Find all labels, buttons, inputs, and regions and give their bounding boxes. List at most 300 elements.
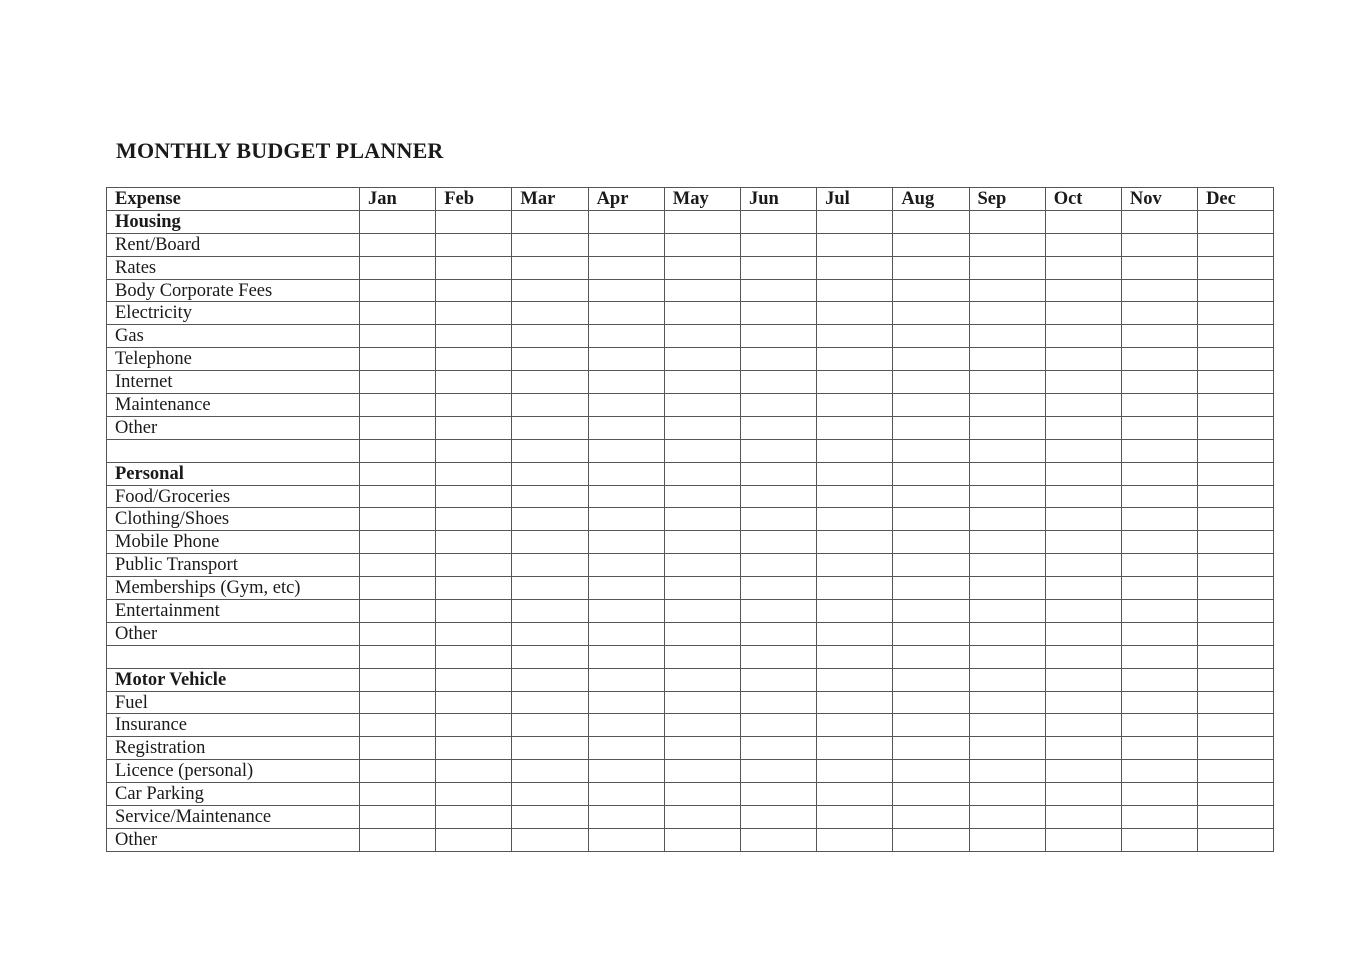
amount-cell-aug[interactable]	[893, 371, 969, 394]
amount-cell-sep[interactable]	[969, 256, 1045, 279]
amount-cell-nov[interactable]	[1121, 325, 1197, 348]
amount-cell-dec[interactable]	[1198, 531, 1274, 554]
amount-cell-jan[interactable]	[360, 577, 436, 600]
amount-cell-apr[interactable]	[588, 531, 664, 554]
amount-cell-nov[interactable]	[1121, 279, 1197, 302]
amount-cell-sep[interactable]	[969, 508, 1045, 531]
amount-cell-may[interactable]	[664, 325, 740, 348]
amount-cell-jan[interactable]	[360, 737, 436, 760]
amount-cell-jul[interactable]	[817, 828, 893, 851]
amount-cell-feb[interactable]	[436, 302, 512, 325]
amount-cell-jul[interactable]	[817, 394, 893, 417]
amount-cell-feb[interactable]	[436, 233, 512, 256]
amount-cell-nov[interactable]	[1121, 485, 1197, 508]
amount-cell-feb[interactable]	[436, 645, 512, 668]
amount-cell-mar[interactable]	[512, 577, 588, 600]
amount-cell-jan[interactable]	[360, 233, 436, 256]
amount-cell-jun[interactable]	[740, 691, 816, 714]
amount-cell-jan[interactable]	[360, 714, 436, 737]
amount-cell-feb[interactable]	[436, 439, 512, 462]
amount-cell-dec[interactable]	[1198, 577, 1274, 600]
amount-cell-jul[interactable]	[817, 760, 893, 783]
amount-cell-apr[interactable]	[588, 783, 664, 806]
amount-cell-feb[interactable]	[436, 577, 512, 600]
amount-cell-jul[interactable]	[817, 508, 893, 531]
amount-cell-feb[interactable]	[436, 622, 512, 645]
amount-cell-jul[interactable]	[817, 577, 893, 600]
amount-cell-aug[interactable]	[893, 645, 969, 668]
amount-cell-may[interactable]	[664, 783, 740, 806]
amount-cell-aug[interactable]	[893, 233, 969, 256]
amount-cell-may[interactable]	[664, 668, 740, 691]
amount-cell-may[interactable]	[664, 348, 740, 371]
amount-cell-oct[interactable]	[1045, 600, 1121, 623]
amount-cell-oct[interactable]	[1045, 302, 1121, 325]
amount-cell-apr[interactable]	[588, 210, 664, 233]
amount-cell-jul[interactable]	[817, 645, 893, 668]
amount-cell-jul[interactable]	[817, 348, 893, 371]
amount-cell-dec[interactable]	[1198, 783, 1274, 806]
amount-cell-jan[interactable]	[360, 600, 436, 623]
amount-cell-aug[interactable]	[893, 737, 969, 760]
amount-cell-jun[interactable]	[740, 348, 816, 371]
amount-cell-mar[interactable]	[512, 737, 588, 760]
amount-cell-aug[interactable]	[893, 325, 969, 348]
amount-cell-sep[interactable]	[969, 439, 1045, 462]
amount-cell-oct[interactable]	[1045, 508, 1121, 531]
amount-cell-may[interactable]	[664, 279, 740, 302]
amount-cell-dec[interactable]	[1198, 828, 1274, 851]
amount-cell-may[interactable]	[664, 233, 740, 256]
amount-cell-apr[interactable]	[588, 508, 664, 531]
amount-cell-mar[interactable]	[512, 828, 588, 851]
amount-cell-aug[interactable]	[893, 714, 969, 737]
amount-cell-jul[interactable]	[817, 600, 893, 623]
amount-cell-feb[interactable]	[436, 416, 512, 439]
amount-cell-oct[interactable]	[1045, 439, 1121, 462]
amount-cell-nov[interactable]	[1121, 600, 1197, 623]
amount-cell-nov[interactable]	[1121, 416, 1197, 439]
amount-cell-may[interactable]	[664, 485, 740, 508]
amount-cell-jun[interactable]	[740, 783, 816, 806]
amount-cell-nov[interactable]	[1121, 210, 1197, 233]
amount-cell-may[interactable]	[664, 828, 740, 851]
amount-cell-nov[interactable]	[1121, 348, 1197, 371]
amount-cell-oct[interactable]	[1045, 828, 1121, 851]
amount-cell-aug[interactable]	[893, 256, 969, 279]
amount-cell-dec[interactable]	[1198, 760, 1274, 783]
amount-cell-feb[interactable]	[436, 828, 512, 851]
amount-cell-oct[interactable]	[1045, 668, 1121, 691]
amount-cell-jun[interactable]	[740, 531, 816, 554]
amount-cell-jul[interactable]	[817, 714, 893, 737]
amount-cell-aug[interactable]	[893, 279, 969, 302]
amount-cell-feb[interactable]	[436, 554, 512, 577]
amount-cell-apr[interactable]	[588, 439, 664, 462]
amount-cell-aug[interactable]	[893, 394, 969, 417]
amount-cell-apr[interactable]	[588, 485, 664, 508]
amount-cell-oct[interactable]	[1045, 348, 1121, 371]
amount-cell-apr[interactable]	[588, 645, 664, 668]
amount-cell-dec[interactable]	[1198, 485, 1274, 508]
amount-cell-oct[interactable]	[1045, 416, 1121, 439]
amount-cell-jun[interactable]	[740, 439, 816, 462]
amount-cell-aug[interactable]	[893, 210, 969, 233]
amount-cell-dec[interactable]	[1198, 371, 1274, 394]
amount-cell-sep[interactable]	[969, 828, 1045, 851]
amount-cell-nov[interactable]	[1121, 233, 1197, 256]
amount-cell-oct[interactable]	[1045, 554, 1121, 577]
amount-cell-jan[interactable]	[360, 554, 436, 577]
amount-cell-feb[interactable]	[436, 371, 512, 394]
amount-cell-jul[interactable]	[817, 806, 893, 829]
amount-cell-nov[interactable]	[1121, 394, 1197, 417]
amount-cell-apr[interactable]	[588, 348, 664, 371]
amount-cell-mar[interactable]	[512, 416, 588, 439]
amount-cell-sep[interactable]	[969, 348, 1045, 371]
amount-cell-dec[interactable]	[1198, 256, 1274, 279]
amount-cell-sep[interactable]	[969, 760, 1045, 783]
amount-cell-jun[interactable]	[740, 485, 816, 508]
amount-cell-dec[interactable]	[1198, 416, 1274, 439]
amount-cell-feb[interactable]	[436, 806, 512, 829]
amount-cell-apr[interactable]	[588, 714, 664, 737]
amount-cell-apr[interactable]	[588, 302, 664, 325]
amount-cell-apr[interactable]	[588, 806, 664, 829]
amount-cell-apr[interactable]	[588, 256, 664, 279]
amount-cell-aug[interactable]	[893, 691, 969, 714]
amount-cell-jun[interactable]	[740, 622, 816, 645]
amount-cell-oct[interactable]	[1045, 622, 1121, 645]
amount-cell-nov[interactable]	[1121, 554, 1197, 577]
amount-cell-nov[interactable]	[1121, 760, 1197, 783]
amount-cell-jul[interactable]	[817, 554, 893, 577]
amount-cell-nov[interactable]	[1121, 577, 1197, 600]
amount-cell-feb[interactable]	[436, 508, 512, 531]
amount-cell-jan[interactable]	[360, 462, 436, 485]
amount-cell-mar[interactable]	[512, 371, 588, 394]
amount-cell-aug[interactable]	[893, 416, 969, 439]
amount-cell-dec[interactable]	[1198, 508, 1274, 531]
amount-cell-mar[interactable]	[512, 806, 588, 829]
amount-cell-oct[interactable]	[1045, 210, 1121, 233]
amount-cell-apr[interactable]	[588, 577, 664, 600]
amount-cell-dec[interactable]	[1198, 348, 1274, 371]
amount-cell-jan[interactable]	[360, 256, 436, 279]
amount-cell-sep[interactable]	[969, 577, 1045, 600]
amount-cell-jul[interactable]	[817, 439, 893, 462]
amount-cell-nov[interactable]	[1121, 531, 1197, 554]
amount-cell-sep[interactable]	[969, 806, 1045, 829]
amount-cell-sep[interactable]	[969, 485, 1045, 508]
amount-cell-nov[interactable]	[1121, 622, 1197, 645]
amount-cell-aug[interactable]	[893, 760, 969, 783]
amount-cell-mar[interactable]	[512, 531, 588, 554]
amount-cell-feb[interactable]	[436, 348, 512, 371]
amount-cell-sep[interactable]	[969, 600, 1045, 623]
amount-cell-mar[interactable]	[512, 348, 588, 371]
amount-cell-jan[interactable]	[360, 760, 436, 783]
amount-cell-jan[interactable]	[360, 416, 436, 439]
amount-cell-apr[interactable]	[588, 371, 664, 394]
amount-cell-dec[interactable]	[1198, 714, 1274, 737]
amount-cell-jul[interactable]	[817, 691, 893, 714]
amount-cell-apr[interactable]	[588, 394, 664, 417]
amount-cell-sep[interactable]	[969, 668, 1045, 691]
amount-cell-jul[interactable]	[817, 371, 893, 394]
amount-cell-apr[interactable]	[588, 233, 664, 256]
amount-cell-may[interactable]	[664, 691, 740, 714]
amount-cell-jul[interactable]	[817, 302, 893, 325]
amount-cell-apr[interactable]	[588, 622, 664, 645]
amount-cell-mar[interactable]	[512, 668, 588, 691]
amount-cell-oct[interactable]	[1045, 394, 1121, 417]
amount-cell-mar[interactable]	[512, 508, 588, 531]
amount-cell-oct[interactable]	[1045, 737, 1121, 760]
amount-cell-sep[interactable]	[969, 371, 1045, 394]
amount-cell-feb[interactable]	[436, 783, 512, 806]
amount-cell-jul[interactable]	[817, 256, 893, 279]
amount-cell-aug[interactable]	[893, 668, 969, 691]
amount-cell-oct[interactable]	[1045, 485, 1121, 508]
amount-cell-apr[interactable]	[588, 691, 664, 714]
amount-cell-dec[interactable]	[1198, 645, 1274, 668]
amount-cell-mar[interactable]	[512, 485, 588, 508]
amount-cell-may[interactable]	[664, 554, 740, 577]
amount-cell-oct[interactable]	[1045, 714, 1121, 737]
amount-cell-sep[interactable]	[969, 394, 1045, 417]
amount-cell-sep[interactable]	[969, 622, 1045, 645]
amount-cell-feb[interactable]	[436, 256, 512, 279]
amount-cell-may[interactable]	[664, 806, 740, 829]
amount-cell-jan[interactable]	[360, 668, 436, 691]
amount-cell-mar[interactable]	[512, 279, 588, 302]
amount-cell-sep[interactable]	[969, 325, 1045, 348]
amount-cell-may[interactable]	[664, 645, 740, 668]
amount-cell-feb[interactable]	[436, 485, 512, 508]
amount-cell-jul[interactable]	[817, 279, 893, 302]
amount-cell-sep[interactable]	[969, 462, 1045, 485]
amount-cell-aug[interactable]	[893, 485, 969, 508]
amount-cell-may[interactable]	[664, 714, 740, 737]
amount-cell-jun[interactable]	[740, 233, 816, 256]
amount-cell-nov[interactable]	[1121, 256, 1197, 279]
amount-cell-oct[interactable]	[1045, 577, 1121, 600]
amount-cell-jun[interactable]	[740, 508, 816, 531]
amount-cell-aug[interactable]	[893, 783, 969, 806]
amount-cell-mar[interactable]	[512, 600, 588, 623]
amount-cell-apr[interactable]	[588, 668, 664, 691]
amount-cell-sep[interactable]	[969, 737, 1045, 760]
amount-cell-sep[interactable]	[969, 279, 1045, 302]
amount-cell-jul[interactable]	[817, 737, 893, 760]
amount-cell-sep[interactable]	[969, 416, 1045, 439]
amount-cell-oct[interactable]	[1045, 645, 1121, 668]
amount-cell-dec[interactable]	[1198, 233, 1274, 256]
amount-cell-mar[interactable]	[512, 783, 588, 806]
amount-cell-mar[interactable]	[512, 210, 588, 233]
amount-cell-dec[interactable]	[1198, 737, 1274, 760]
amount-cell-apr[interactable]	[588, 462, 664, 485]
amount-cell-may[interactable]	[664, 508, 740, 531]
amount-cell-jun[interactable]	[740, 714, 816, 737]
amount-cell-dec[interactable]	[1198, 279, 1274, 302]
amount-cell-oct[interactable]	[1045, 806, 1121, 829]
amount-cell-aug[interactable]	[893, 554, 969, 577]
amount-cell-nov[interactable]	[1121, 645, 1197, 668]
amount-cell-may[interactable]	[664, 394, 740, 417]
amount-cell-sep[interactable]	[969, 645, 1045, 668]
amount-cell-jun[interactable]	[740, 256, 816, 279]
amount-cell-oct[interactable]	[1045, 691, 1121, 714]
amount-cell-jul[interactable]	[817, 210, 893, 233]
amount-cell-may[interactable]	[664, 737, 740, 760]
amount-cell-may[interactable]	[664, 210, 740, 233]
amount-cell-jun[interactable]	[740, 394, 816, 417]
amount-cell-jan[interactable]	[360, 302, 436, 325]
amount-cell-feb[interactable]	[436, 691, 512, 714]
amount-cell-dec[interactable]	[1198, 554, 1274, 577]
amount-cell-jul[interactable]	[817, 485, 893, 508]
amount-cell-apr[interactable]	[588, 737, 664, 760]
amount-cell-oct[interactable]	[1045, 783, 1121, 806]
amount-cell-apr[interactable]	[588, 554, 664, 577]
amount-cell-apr[interactable]	[588, 416, 664, 439]
amount-cell-dec[interactable]	[1198, 325, 1274, 348]
amount-cell-mar[interactable]	[512, 462, 588, 485]
amount-cell-feb[interactable]	[436, 668, 512, 691]
amount-cell-aug[interactable]	[893, 600, 969, 623]
amount-cell-jan[interactable]	[360, 325, 436, 348]
amount-cell-sep[interactable]	[969, 691, 1045, 714]
amount-cell-jan[interactable]	[360, 210, 436, 233]
amount-cell-jan[interactable]	[360, 279, 436, 302]
amount-cell-mar[interactable]	[512, 325, 588, 348]
amount-cell-jul[interactable]	[817, 233, 893, 256]
amount-cell-sep[interactable]	[969, 210, 1045, 233]
amount-cell-jul[interactable]	[817, 668, 893, 691]
amount-cell-jun[interactable]	[740, 806, 816, 829]
amount-cell-may[interactable]	[664, 371, 740, 394]
amount-cell-jun[interactable]	[740, 600, 816, 623]
amount-cell-may[interactable]	[664, 439, 740, 462]
amount-cell-jul[interactable]	[817, 531, 893, 554]
amount-cell-mar[interactable]	[512, 760, 588, 783]
amount-cell-nov[interactable]	[1121, 691, 1197, 714]
amount-cell-dec[interactable]	[1198, 600, 1274, 623]
amount-cell-nov[interactable]	[1121, 806, 1197, 829]
amount-cell-aug[interactable]	[893, 348, 969, 371]
amount-cell-nov[interactable]	[1121, 371, 1197, 394]
amount-cell-feb[interactable]	[436, 394, 512, 417]
amount-cell-nov[interactable]	[1121, 714, 1197, 737]
amount-cell-mar[interactable]	[512, 256, 588, 279]
amount-cell-sep[interactable]	[969, 531, 1045, 554]
amount-cell-jul[interactable]	[817, 783, 893, 806]
amount-cell-jan[interactable]	[360, 691, 436, 714]
amount-cell-jun[interactable]	[740, 416, 816, 439]
amount-cell-jun[interactable]	[740, 325, 816, 348]
amount-cell-oct[interactable]	[1045, 760, 1121, 783]
amount-cell-jun[interactable]	[740, 645, 816, 668]
amount-cell-jun[interactable]	[740, 828, 816, 851]
amount-cell-jul[interactable]	[817, 622, 893, 645]
amount-cell-jun[interactable]	[740, 554, 816, 577]
amount-cell-jun[interactable]	[740, 577, 816, 600]
amount-cell-feb[interactable]	[436, 279, 512, 302]
amount-cell-dec[interactable]	[1198, 462, 1274, 485]
amount-cell-mar[interactable]	[512, 233, 588, 256]
amount-cell-may[interactable]	[664, 600, 740, 623]
amount-cell-aug[interactable]	[893, 577, 969, 600]
amount-cell-aug[interactable]	[893, 806, 969, 829]
amount-cell-mar[interactable]	[512, 622, 588, 645]
amount-cell-may[interactable]	[664, 302, 740, 325]
amount-cell-apr[interactable]	[588, 760, 664, 783]
amount-cell-jan[interactable]	[360, 485, 436, 508]
amount-cell-nov[interactable]	[1121, 439, 1197, 462]
amount-cell-may[interactable]	[664, 622, 740, 645]
amount-cell-feb[interactable]	[436, 760, 512, 783]
amount-cell-nov[interactable]	[1121, 302, 1197, 325]
amount-cell-jun[interactable]	[740, 668, 816, 691]
amount-cell-may[interactable]	[664, 416, 740, 439]
amount-cell-jan[interactable]	[360, 371, 436, 394]
amount-cell-jan[interactable]	[360, 394, 436, 417]
amount-cell-mar[interactable]	[512, 691, 588, 714]
amount-cell-mar[interactable]	[512, 394, 588, 417]
amount-cell-may[interactable]	[664, 256, 740, 279]
amount-cell-feb[interactable]	[436, 325, 512, 348]
amount-cell-apr[interactable]	[588, 600, 664, 623]
amount-cell-jan[interactable]	[360, 622, 436, 645]
amount-cell-aug[interactable]	[893, 439, 969, 462]
amount-cell-oct[interactable]	[1045, 256, 1121, 279]
amount-cell-mar[interactable]	[512, 302, 588, 325]
amount-cell-jun[interactable]	[740, 302, 816, 325]
amount-cell-dec[interactable]	[1198, 439, 1274, 462]
amount-cell-aug[interactable]	[893, 508, 969, 531]
amount-cell-dec[interactable]	[1198, 210, 1274, 233]
amount-cell-jun[interactable]	[740, 462, 816, 485]
amount-cell-jan[interactable]	[360, 348, 436, 371]
amount-cell-nov[interactable]	[1121, 737, 1197, 760]
amount-cell-feb[interactable]	[436, 714, 512, 737]
amount-cell-jun[interactable]	[740, 210, 816, 233]
amount-cell-mar[interactable]	[512, 645, 588, 668]
amount-cell-aug[interactable]	[893, 828, 969, 851]
amount-cell-oct[interactable]	[1045, 233, 1121, 256]
amount-cell-sep[interactable]	[969, 783, 1045, 806]
amount-cell-sep[interactable]	[969, 302, 1045, 325]
amount-cell-jul[interactable]	[817, 462, 893, 485]
amount-cell-aug[interactable]	[893, 622, 969, 645]
amount-cell-nov[interactable]	[1121, 462, 1197, 485]
amount-cell-jun[interactable]	[740, 371, 816, 394]
amount-cell-jan[interactable]	[360, 645, 436, 668]
amount-cell-oct[interactable]	[1045, 462, 1121, 485]
amount-cell-sep[interactable]	[969, 714, 1045, 737]
amount-cell-jul[interactable]	[817, 325, 893, 348]
amount-cell-jan[interactable]	[360, 806, 436, 829]
amount-cell-nov[interactable]	[1121, 783, 1197, 806]
amount-cell-jun[interactable]	[740, 737, 816, 760]
amount-cell-sep[interactable]	[969, 554, 1045, 577]
amount-cell-may[interactable]	[664, 462, 740, 485]
amount-cell-dec[interactable]	[1198, 302, 1274, 325]
amount-cell-jan[interactable]	[360, 439, 436, 462]
amount-cell-aug[interactable]	[893, 302, 969, 325]
